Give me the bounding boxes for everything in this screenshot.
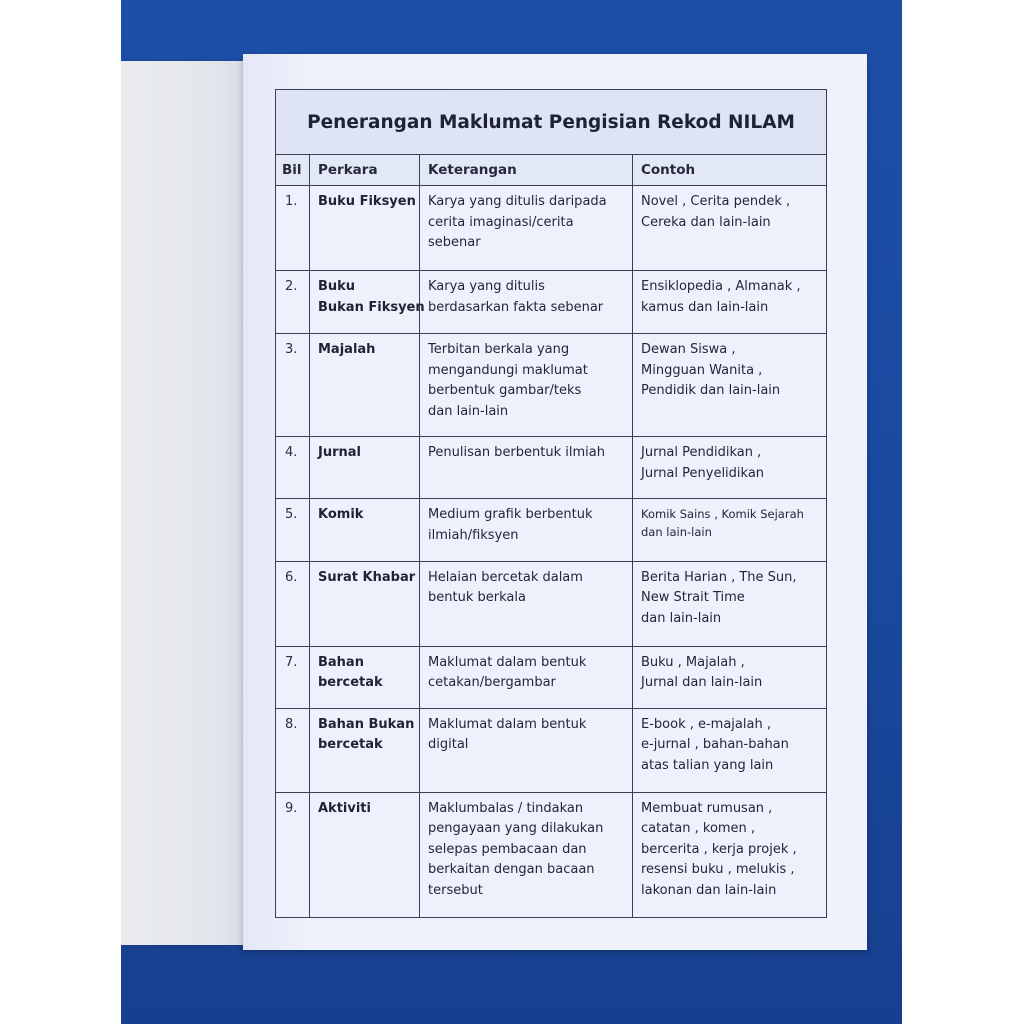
cell-contoh-line: Jurnal Pendidikan , — [641, 445, 762, 461]
cell-perkara — [310, 646, 420, 708]
cell-perkara-line: Buku Fiksyen — [318, 194, 416, 210]
cell-keterangan-line: pengayaan yang dilakukan — [428, 821, 604, 837]
cell-keterangan-line: sebenar — [428, 235, 481, 251]
header-bil: Bil — [276, 155, 310, 186]
table-row — [276, 186, 827, 271]
header-row — [276, 155, 827, 186]
cell-perkara-line: Jurnal — [318, 445, 361, 461]
cell-contoh — [633, 334, 827, 437]
table-row — [276, 708, 827, 792]
cell-keterangan — [420, 334, 633, 437]
cell-contoh-line: Cereka dan lain-lain — [641, 214, 771, 230]
cell-perkara-line: Buku — [318, 279, 356, 295]
cell-keterangan-line: Maklumat dalam bentuk — [428, 716, 587, 732]
cell-contoh-line: Mingguan Wanita , — [641, 362, 763, 378]
cell-keterangan-line: berbentuk gambar/teks — [428, 383, 582, 399]
cell-contoh-line: dan lain-lain — [641, 525, 712, 540]
table-title: Penerangan Maklumat Pengisian Rekod NILAM — [276, 90, 827, 155]
cell-keterangan-line: Maklumbalas / tindakan — [428, 800, 584, 816]
left-page — [121, 61, 249, 945]
cell-bil-line: 5. — [285, 507, 298, 523]
cell-contoh-line: E-book , e-majalah , — [641, 716, 771, 732]
cell-perkara-line: Komik — [318, 507, 364, 523]
cell-bil-line: 1. — [285, 194, 298, 210]
cell-contoh — [633, 792, 827, 917]
cell-bil — [276, 186, 310, 271]
cell-contoh-line: kamus dan lain-lain — [641, 299, 769, 315]
cell-contoh-line: Komik Sains , Komik Sejarah — [641, 507, 804, 522]
cell-perkara-line: Bukan Fiksyen — [318, 299, 425, 315]
cell-contoh-line: Ensiklopedia , Almanak , — [641, 279, 801, 295]
nilam-table — [275, 89, 827, 918]
cell-bil-line: 4. — [285, 445, 298, 461]
cell-bil — [276, 561, 310, 646]
cell-perkara-line: bercetak — [318, 737, 383, 753]
cell-contoh-line: Berita Harian , The Sun, — [641, 569, 797, 585]
cell-keterangan — [420, 708, 633, 792]
cell-perkara-line: bercetak — [318, 675, 383, 691]
cell-bil — [276, 437, 310, 499]
cell-keterangan — [420, 271, 633, 334]
cell-bil — [276, 499, 310, 561]
table-row — [276, 792, 827, 917]
cell-contoh-line: New Strait Time — [641, 590, 745, 606]
cell-keterangan — [420, 646, 633, 708]
cell-perkara — [310, 792, 420, 917]
cell-contoh-line: Jurnal dan lain-lain — [641, 675, 763, 691]
cell-keterangan-line: ilmiah/fiksyen — [428, 527, 519, 543]
cell-keterangan-line: cerita imaginasi/cerita — [428, 214, 574, 230]
header-contoh: Contoh — [633, 155, 827, 186]
cell-bil-line: 9. — [285, 800, 298, 816]
cell-keterangan-line: berkaitan dengan bacaan — [428, 862, 595, 878]
cell-perkara — [310, 499, 420, 561]
table-body — [276, 186, 827, 918]
cell-bil-line: 2. — [285, 279, 298, 295]
cell-contoh-line: Membuat rumusan , — [641, 800, 773, 816]
cell-keterangan-line: tersebut — [428, 882, 483, 898]
cell-keterangan-line: Terbitan berkala yang — [428, 342, 570, 358]
cell-keterangan-line: Helaian bercetak dalam — [428, 569, 583, 585]
cell-perkara — [310, 561, 420, 646]
cell-bil-line: 8. — [285, 716, 298, 732]
cell-perkara-line: Majalah — [318, 342, 376, 358]
cell-keterangan-line: bentuk berkala — [428, 590, 526, 606]
cell-contoh — [633, 271, 827, 334]
cell-perkara-line: Surat Khabar — [318, 569, 416, 585]
cell-keterangan-line: berdasarkan fakta sebenar — [428, 299, 604, 315]
cell-contoh-line: Dewan Siswa , — [641, 342, 736, 358]
cell-keterangan-line: Penulisan berbentuk ilmiah — [428, 445, 605, 461]
cell-keterangan-line: Karya yang ditulis daripada — [428, 194, 607, 210]
cell-keterangan-line: Medium grafik berbentuk — [428, 507, 593, 523]
cell-keterangan-line: selepas pembacaan dan — [428, 841, 587, 857]
cell-perkara-line: Bahan Bukan — [318, 716, 415, 732]
cell-keterangan-line: Maklumat dalam bentuk — [428, 654, 587, 670]
cell-perkara-line: Bahan — [318, 654, 364, 670]
table-row — [276, 646, 827, 708]
header-perkara: Perkara — [310, 155, 420, 186]
cell-perkara-line: Aktiviti — [318, 800, 371, 816]
cell-perkara — [310, 437, 420, 499]
cell-contoh-line: e-jurnal , bahan-bahan — [641, 737, 789, 753]
cell-bil-line: 3. — [285, 342, 298, 358]
cell-contoh — [633, 646, 827, 708]
cell-contoh-line: Buku , Majalah , — [641, 654, 745, 670]
cell-contoh — [633, 186, 827, 271]
cell-contoh-line: bercerita , kerja projek , — [641, 841, 797, 857]
header-keterangan: Keterangan — [420, 155, 633, 186]
cell-keterangan-line: mengandungi maklumat — [428, 362, 588, 378]
cell-keterangan — [420, 186, 633, 271]
cell-keterangan — [420, 437, 633, 499]
cell-perkara — [310, 186, 420, 271]
cell-keterangan — [420, 792, 633, 917]
cell-bil — [276, 334, 310, 437]
cell-contoh — [633, 708, 827, 792]
cell-bil — [276, 708, 310, 792]
cell-contoh — [633, 499, 827, 561]
cell-bil-line: 6. — [285, 569, 298, 585]
cell-keterangan-line: Karya yang ditulis — [428, 279, 545, 295]
table-row — [276, 499, 827, 561]
cell-contoh — [633, 561, 827, 646]
cell-contoh-line: catatan , komen , — [641, 821, 756, 837]
cell-perkara — [310, 334, 420, 437]
cell-contoh-line: resensi buku , melukis , — [641, 862, 795, 878]
cell-bil — [276, 646, 310, 708]
cell-contoh-line: Novel , Cerita pendek , — [641, 194, 791, 210]
cell-keterangan — [420, 499, 633, 561]
cell-keterangan-line: dan lain-lain — [428, 403, 509, 419]
cell-bil — [276, 792, 310, 917]
cell-keterangan-line: cetakan/bergambar — [428, 675, 556, 691]
cell-contoh-line: atas talian yang lain — [641, 757, 774, 773]
cell-keterangan — [420, 561, 633, 646]
table-row — [276, 437, 827, 499]
table-row — [276, 561, 827, 646]
cell-perkara — [310, 708, 420, 792]
cell-perkara — [310, 271, 425, 334]
cell-bil-line: 7. — [285, 654, 298, 670]
table-row — [276, 271, 827, 334]
cell-contoh-line: lakonan dan lain-lain — [641, 882, 777, 898]
cell-bil — [276, 271, 310, 334]
cell-contoh-line: Pendidik dan lain-lain — [641, 383, 781, 399]
cell-contoh — [633, 437, 827, 499]
cell-contoh-line: Jurnal Penyelidikan — [641, 465, 765, 481]
cell-contoh-line: dan lain-lain — [641, 610, 722, 626]
cell-keterangan-line: digital — [428, 737, 469, 753]
table-row — [276, 334, 827, 437]
